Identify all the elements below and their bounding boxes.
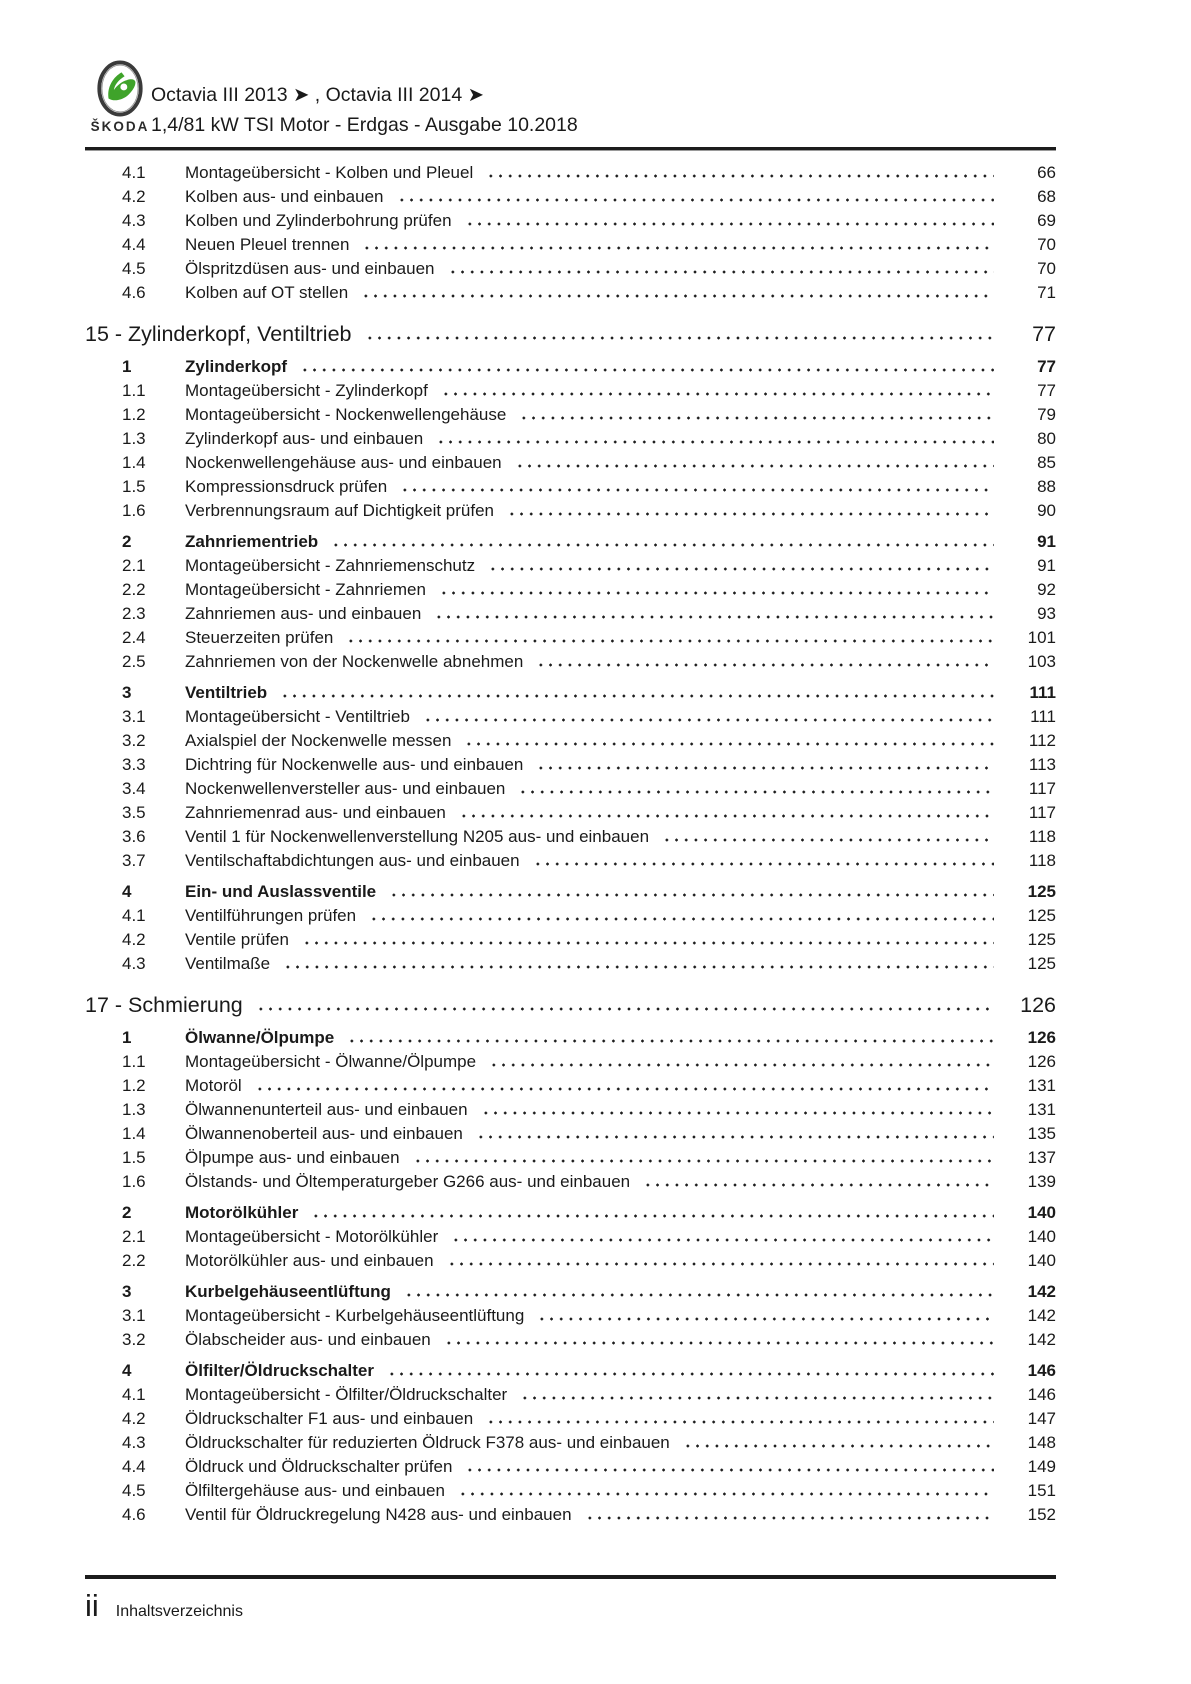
toc-entry-title: Ventilmaße xyxy=(185,954,271,973)
toc-entry-page: 152 xyxy=(1027,1505,1056,1524)
toc-entry-title: Montageübersicht - Kurbelgehäuseentlüftung xyxy=(185,1306,525,1325)
header-text xyxy=(151,80,578,140)
toc-entry xyxy=(122,1122,1056,1146)
toc-entry xyxy=(122,161,1056,185)
toc-entry-title: Kurbelgehäuseentlüftung xyxy=(185,1282,391,1301)
toc-entry-title: Motorölkühler xyxy=(185,1203,299,1222)
dot-leader xyxy=(536,753,994,777)
footer-page-number: ii xyxy=(85,1588,99,1623)
dot-leader xyxy=(280,681,994,705)
toc-entry-page: 66 xyxy=(1037,163,1056,182)
toc-entry xyxy=(122,1026,1056,1050)
toc-entry-number: 3 xyxy=(122,1282,132,1301)
dot-leader xyxy=(515,451,994,475)
toc-entry-page: 70 xyxy=(1037,235,1056,254)
dot-leader xyxy=(369,904,994,928)
toc-entry-page: 131 xyxy=(1027,1076,1056,1095)
dot-leader xyxy=(283,952,994,976)
dot-leader xyxy=(489,1050,994,1074)
toc-entry-title: Zahnriemen von der Nockenwelle abnehmen xyxy=(185,652,524,671)
dot-leader xyxy=(486,1407,994,1431)
dot-leader xyxy=(519,403,994,427)
dot-leader xyxy=(331,530,994,554)
toc-entry xyxy=(122,1304,1056,1328)
toc-entry-title: Zylinderkopf xyxy=(185,357,288,376)
toc-entry-title: Montageübersicht - Ventiltrieb xyxy=(185,707,410,726)
dot-leader xyxy=(458,1479,994,1503)
toc-entry-page: 131 xyxy=(1027,1100,1056,1119)
toc-entry-title: Nockenwellenversteller aus- und einbauen xyxy=(185,779,506,798)
toc-entry-number: 4.6 xyxy=(122,1505,146,1524)
toc-entry-number: 3.3 xyxy=(122,755,146,774)
toc-entry-title: Ventilschaftabdichtungen aus- und einbauen xyxy=(185,851,520,870)
toc-entry-title: Öldruckschalter für reduzierten Öldruck F378 aus- und einbauen xyxy=(185,1433,670,1452)
dot-leader xyxy=(365,321,995,348)
toc-entry xyxy=(122,801,1056,825)
toc-entry-number: 4.5 xyxy=(122,1481,146,1500)
toc-entry-number: 2.4 xyxy=(122,628,146,647)
dot-leader xyxy=(643,1170,994,1194)
toc-entry-number: 1.4 xyxy=(122,453,146,472)
toc-entry xyxy=(122,379,1056,403)
toc-entry xyxy=(122,626,1056,650)
toc-entry-number: 1.4 xyxy=(122,1124,146,1143)
toc-entry-page: 140 xyxy=(1027,1203,1056,1222)
toc-entry-page: 77 xyxy=(1037,357,1056,376)
dot-leader xyxy=(481,1098,994,1122)
toc-entry-title: Ölabscheider aus- und einbauen xyxy=(185,1330,431,1349)
toc-entry-page: 90 xyxy=(1037,501,1056,520)
toc-entry-title: Montageübersicht - Ölfilter/Öldruckschalter xyxy=(185,1385,508,1404)
toc-entry-number: 3.1 xyxy=(122,1306,146,1325)
toc-entry xyxy=(122,403,1056,427)
dot-leader xyxy=(397,185,995,209)
toc-entry-number: 1.3 xyxy=(122,429,146,448)
toc-entry xyxy=(122,185,1056,209)
toc-entry-title: Dichtring für Nockenwelle aus- und einbauen xyxy=(185,755,524,774)
toc-entry-page: 70 xyxy=(1037,259,1056,278)
toc-entry-number: 4.1 xyxy=(122,906,146,925)
toc-entry-page: 118 xyxy=(1028,851,1056,870)
dot-leader xyxy=(387,1359,994,1383)
toc-entry-page: 111 xyxy=(1030,707,1056,726)
dot-leader xyxy=(300,355,994,379)
dot-leader xyxy=(464,729,994,753)
toc-entry-number: 4.3 xyxy=(122,954,146,973)
toc-entry-page: 146 xyxy=(1027,1385,1056,1404)
toc-entry xyxy=(122,602,1056,626)
toc-chapter-heading xyxy=(85,321,1056,348)
toc-chapter-heading xyxy=(85,992,1056,1019)
toc-entry-number: 3.7 xyxy=(122,851,146,870)
toc-entry-number: 3.1 xyxy=(122,707,146,726)
toc-entry-page: 101 xyxy=(1027,628,1056,647)
toc-entry-page: 91 xyxy=(1037,556,1056,575)
toc-entry-number: 1.2 xyxy=(122,405,146,424)
toc-entry-page: 117 xyxy=(1028,779,1056,798)
dot-leader xyxy=(448,257,995,281)
dot-leader xyxy=(507,499,994,523)
dot-leader xyxy=(488,554,994,578)
toc-entry-page: 148 xyxy=(1027,1433,1056,1452)
toc-entry-number: 2.5 xyxy=(122,652,146,671)
toc-entry xyxy=(122,880,1056,904)
header-engine-line: 1,4/81 kW TSI Motor - Erdgas - Ausgabe 10.2018 xyxy=(151,114,578,136)
toc-entry-title: Zahnriemenrad aus- und einbauen xyxy=(185,803,446,822)
toc-entry xyxy=(122,355,1056,379)
toc-entry xyxy=(122,1407,1056,1431)
toc-entry-number: 4.4 xyxy=(122,235,146,254)
toc-entry xyxy=(122,209,1056,233)
header-model-line: Octavia III 2013 ➤ , Octavia III 2014 ➤ xyxy=(151,84,484,106)
toc-entry-page: 147 xyxy=(1027,1409,1056,1428)
toc-entry-page: 125 xyxy=(1027,906,1056,925)
toc-entry-title: Ventile prüfen xyxy=(185,930,289,949)
toc-entry-page: 113 xyxy=(1028,755,1056,774)
dot-leader xyxy=(465,1455,994,1479)
toc-entry-number: 3.2 xyxy=(122,731,146,750)
toc-entry-title: Montageübersicht - Zahnriemenschutz xyxy=(185,556,476,575)
toc-entry-title: Nockenwellengehäuse aus- und einbauen xyxy=(185,453,502,472)
toc-entry-title: Ölspritzdüsen aus- und einbauen xyxy=(185,259,435,278)
toc-entry-page: 69 xyxy=(1037,211,1056,230)
toc-entry xyxy=(122,1328,1056,1352)
dot-leader xyxy=(683,1431,994,1455)
toc-entry xyxy=(122,1383,1056,1407)
toc-entry-number: 2.1 xyxy=(122,556,146,575)
skoda-wordmark: ŠKODA xyxy=(90,119,150,134)
toc-entry xyxy=(122,681,1056,705)
dot-leader xyxy=(459,801,994,825)
toc-entry xyxy=(122,1479,1056,1503)
toc-entry-page: 137 xyxy=(1027,1148,1056,1167)
toc-entry-number: 1.2 xyxy=(122,1076,146,1095)
dot-leader xyxy=(537,1304,994,1328)
toc-entry xyxy=(122,1146,1056,1170)
dot-leader xyxy=(389,880,994,904)
toc-entry-title: Ölfilter/Öldruckschalter xyxy=(185,1361,374,1380)
dot-leader xyxy=(361,281,994,305)
toc-entry-number: 2.3 xyxy=(122,604,146,623)
toc-entry xyxy=(122,650,1056,674)
toc-entry-title: Ölstands- und Öltemperaturgeber G266 aus- und einbauen xyxy=(185,1172,631,1191)
toc-entry-title: Ölpumpe aus- und einbauen xyxy=(185,1148,400,1167)
toc-entry-number: 4.2 xyxy=(122,1409,146,1428)
dot-leader xyxy=(451,1225,994,1249)
toc-entry-page: 125 xyxy=(1027,954,1056,973)
dot-leader xyxy=(256,992,994,1019)
toc-entry-page: 142 xyxy=(1027,1306,1056,1325)
dot-leader xyxy=(413,1146,994,1170)
toc-entry-number: 1.5 xyxy=(122,1148,146,1167)
toc-entry-number: 1.5 xyxy=(122,477,146,496)
toc-entry-number: 4.3 xyxy=(122,211,146,230)
toc-entry-page: 140 xyxy=(1027,1251,1056,1270)
toc-entry xyxy=(122,1074,1056,1098)
toc-entry xyxy=(122,499,1056,523)
toc-entry-title: Ölwannenoberteil aus- und einbauen xyxy=(185,1124,463,1143)
toc-entry-title: Ölwanne/Ölpumpe xyxy=(185,1028,335,1047)
toc-entry-page: 91 xyxy=(1037,532,1056,551)
toc-entry-title: Kompressionsdruck prüfen xyxy=(185,477,388,496)
toc-entry-title: Öldruckschalter F1 aus- und einbauen xyxy=(185,1409,474,1428)
toc-entry-page: 112 xyxy=(1028,731,1056,750)
footer xyxy=(85,1588,243,1624)
dot-leader xyxy=(533,849,994,873)
toc-entry-number: 1.1 xyxy=(122,1052,146,1071)
dot-leader xyxy=(434,602,994,626)
dot-leader xyxy=(439,578,994,602)
toc-entry xyxy=(122,1503,1056,1527)
dot-leader xyxy=(400,475,994,499)
toc-entry xyxy=(122,1249,1056,1273)
skoda-winged-arrow-icon xyxy=(97,60,143,117)
toc-entry-number: 4.2 xyxy=(122,187,146,206)
toc-entry-title: Axialspiel der Nockenwelle messen xyxy=(185,731,452,750)
toc-entry-page: 88 xyxy=(1037,477,1056,496)
toc-entry-title: Zahnriemen aus- und einbauen xyxy=(185,604,422,623)
toc-entry-title: Steuerzeiten prüfen xyxy=(185,628,334,647)
dot-leader xyxy=(347,1026,994,1050)
toc-entry xyxy=(122,952,1056,976)
toc-entry xyxy=(122,1170,1056,1194)
toc-entry-number: 4.1 xyxy=(122,1385,146,1404)
table-of-contents xyxy=(85,161,1056,1527)
toc-entry-title: Kolben auf OT stellen xyxy=(185,283,349,302)
dot-leader xyxy=(518,777,994,801)
toc-entry-page: 125 xyxy=(1027,882,1056,901)
toc-entry-page: 142 xyxy=(1027,1330,1056,1349)
dot-leader xyxy=(346,626,994,650)
toc-entry-page: 126 xyxy=(1027,1052,1056,1071)
toc-entry xyxy=(122,904,1056,928)
toc-entry xyxy=(122,1225,1056,1249)
toc-entry-page: 146 xyxy=(1027,1361,1056,1380)
toc-entry-number: 4.6 xyxy=(122,283,146,302)
toc-entry-page: 142 xyxy=(1027,1282,1056,1301)
toc-entry-title: Montageübersicht - Ölwanne/Ölpumpe xyxy=(185,1052,477,1071)
toc-entry-number: 3.6 xyxy=(122,827,146,846)
toc-entry-page: 80 xyxy=(1037,429,1056,448)
dot-leader xyxy=(436,427,994,451)
toc-entry-number: 3 xyxy=(122,683,132,702)
toc-entry xyxy=(122,849,1056,873)
toc-entry xyxy=(122,729,1056,753)
toc-entry xyxy=(122,427,1056,451)
toc-entry-number: 4 xyxy=(122,882,132,901)
toc-entry xyxy=(122,530,1056,554)
toc-entry-number: 2.1 xyxy=(122,1227,146,1246)
toc-entry-title: Öldruck und Öldruckschalter prüfen xyxy=(185,1457,453,1476)
dot-leader xyxy=(476,1122,994,1146)
dot-leader xyxy=(404,1280,994,1304)
toc-entry-title: Kolben und Zylinderbohrung prüfen xyxy=(185,211,452,230)
toc-entry xyxy=(122,1359,1056,1383)
toc-chapter-page: 126 xyxy=(1020,993,1056,1017)
toc-entry-title: Montageübersicht - Zylinderkopf xyxy=(185,381,428,400)
toc-entry xyxy=(122,233,1056,257)
toc-chapter-label: 17 - Schmierung xyxy=(85,993,243,1017)
toc-entry-number: 4.1 xyxy=(122,163,146,182)
toc-entry-page: 111 xyxy=(1029,683,1056,702)
toc-entry xyxy=(122,1431,1056,1455)
dot-leader xyxy=(486,161,994,185)
toc-entry xyxy=(122,257,1056,281)
toc-entry-number: 2 xyxy=(122,1203,132,1222)
toc-entry-title: Motorölkühler aus- und einbauen xyxy=(185,1251,434,1270)
toc-entry-page: 79 xyxy=(1037,405,1056,424)
dot-leader xyxy=(520,1383,994,1407)
toc-entry xyxy=(122,1050,1056,1074)
skoda-logo xyxy=(85,60,155,134)
toc-entry xyxy=(122,475,1056,499)
toc-entry-title: Montageübersicht - Nockenwellengehäuse xyxy=(185,405,507,424)
toc-entry xyxy=(122,554,1056,578)
toc-entry xyxy=(122,825,1056,849)
dot-leader xyxy=(465,209,994,233)
dot-leader xyxy=(447,1249,994,1273)
toc-entry-number: 4 xyxy=(122,1361,132,1380)
toc-entry xyxy=(122,777,1056,801)
toc-entry-title: Zylinderkopf aus- und einbauen xyxy=(185,429,424,448)
toc-entry-number: 2 xyxy=(122,532,132,551)
toc-entry-number: 4.5 xyxy=(122,259,146,278)
toc-entry-page: 68 xyxy=(1037,187,1056,206)
dot-leader xyxy=(362,233,994,257)
toc-entry-number: 4.2 xyxy=(122,930,146,949)
footer-label: Inhaltsverzeichnis xyxy=(115,1603,243,1620)
toc-entry-number: 2.2 xyxy=(122,1251,146,1270)
toc-entry xyxy=(122,1098,1056,1122)
dot-leader xyxy=(662,825,994,849)
toc-entry-number: 1.6 xyxy=(122,1172,146,1191)
toc-entry-title: Montageübersicht - Kolben und Pleuel xyxy=(185,163,474,182)
toc-entry-title: Neuen Pleuel trennen xyxy=(185,235,350,254)
toc-entry xyxy=(122,753,1056,777)
header-divider xyxy=(85,147,1056,151)
toc-entry-title: Montageübersicht - Zahnriemen xyxy=(185,580,426,599)
dot-leader xyxy=(311,1201,994,1225)
toc-entry-number: 1 xyxy=(122,1028,132,1047)
dot-leader xyxy=(255,1074,994,1098)
dot-leader xyxy=(423,705,994,729)
dot-leader xyxy=(444,1328,994,1352)
dot-leader xyxy=(536,650,994,674)
toc-entry-title: Kolben aus- und einbauen xyxy=(185,187,384,206)
dot-leader xyxy=(585,1503,994,1527)
toc-entry-page: 126 xyxy=(1027,1028,1056,1047)
toc-entry-title: Ventil 1 für Nockenwellenverstellung N205 aus- und einbauen xyxy=(185,827,650,846)
toc-entry-number: 1.3 xyxy=(122,1100,146,1119)
toc-entry-number: 4.3 xyxy=(122,1433,146,1452)
toc-entry-title: Ölwannenunterteil aus- und einbauen xyxy=(185,1100,468,1119)
toc-entry-page: 140 xyxy=(1027,1227,1056,1246)
toc-entry-title: Ein- und Auslassventile xyxy=(185,882,377,901)
toc-entry-page: 93 xyxy=(1037,604,1056,623)
toc-entry-page: 151 xyxy=(1027,1481,1056,1500)
toc-entry-title: Verbrennungsraum auf Dichtigkeit prüfen xyxy=(185,501,495,520)
toc-entry-page: 103 xyxy=(1027,652,1056,671)
footer-divider xyxy=(85,1575,1056,1579)
toc-entry-number: 4.4 xyxy=(122,1457,146,1476)
toc-entry xyxy=(122,451,1056,475)
toc-entry-title: Zahnriementrieb xyxy=(185,532,319,551)
toc-entry-number: 3.5 xyxy=(122,803,146,822)
toc-entry-title: Motoröl xyxy=(185,1076,242,1095)
toc-entry-page: 135 xyxy=(1027,1124,1056,1143)
toc-entry-page: 118 xyxy=(1028,827,1056,846)
toc-entry-page: 139 xyxy=(1027,1172,1056,1191)
toc-entry-title: Ventil für Öldruckregelung N428 aus- und einbauen xyxy=(185,1505,572,1524)
dot-leader xyxy=(441,379,994,403)
toc-entry xyxy=(122,1455,1056,1479)
toc-entry-page: 149 xyxy=(1027,1457,1056,1476)
toc-entry-page: 92 xyxy=(1037,580,1056,599)
toc-entry-page: 125 xyxy=(1027,930,1056,949)
toc-entry xyxy=(122,1201,1056,1225)
toc-chapter-label: 15 - Zylinderkopf, Ventiltrieb xyxy=(85,322,352,346)
toc-chapter-page: 77 xyxy=(1032,322,1056,346)
toc-entry xyxy=(122,578,1056,602)
dot-leader xyxy=(302,928,994,952)
toc-entry-number: 1.6 xyxy=(122,501,146,520)
toc-entry-title: Ventiltrieb xyxy=(185,683,268,702)
toc-entry-number: 3.4 xyxy=(122,779,146,798)
toc-entry-number: 1.1 xyxy=(122,381,146,400)
toc-entry-page: 117 xyxy=(1028,803,1056,822)
toc-entry-title: Ventilführungen prüfen xyxy=(185,906,357,925)
toc-entry xyxy=(122,1280,1056,1304)
toc-entry-number: 2.2 xyxy=(122,580,146,599)
toc-entry-number: 1 xyxy=(122,357,132,376)
toc-entry-title: Montageübersicht - Motorölkühler xyxy=(185,1227,439,1246)
toc-entry xyxy=(122,281,1056,305)
toc-entry xyxy=(122,705,1056,729)
toc-entry-page: 85 xyxy=(1037,453,1056,472)
toc-entry-number: 3.2 xyxy=(122,1330,146,1349)
toc-entry-page: 77 xyxy=(1037,381,1056,400)
toc-entry xyxy=(122,928,1056,952)
toc-entry-page: 71 xyxy=(1037,283,1056,302)
toc-entry-title: Ölfiltergehäuse aus- und einbauen xyxy=(185,1481,445,1500)
